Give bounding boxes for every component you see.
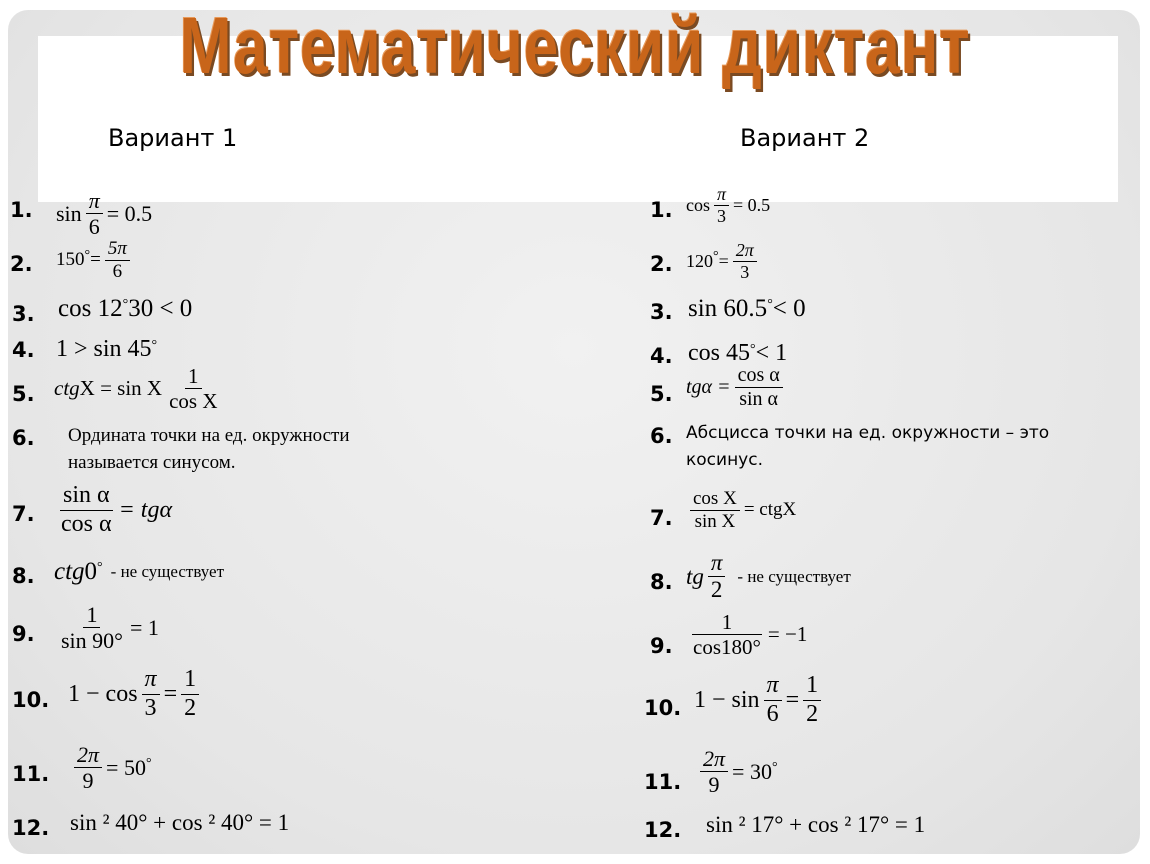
formula-text: 0: [84, 558, 98, 585]
item-number: 5.: [12, 382, 35, 406]
formula-text: sin 60.5: [688, 295, 768, 322]
fraction-denominator: sin α: [739, 388, 779, 410]
v1-item-9-formula: [54, 602, 159, 654]
fraction-denominator: 3: [717, 205, 727, 226]
item-number: 6.: [12, 426, 35, 450]
v2-item-12-formula: [706, 812, 925, 838]
v2-item-10-formula: [694, 672, 825, 728]
formula-text: tgα =: [686, 376, 731, 398]
degree-sign: °: [97, 560, 103, 575]
formula-text: X = sin X: [79, 376, 163, 401]
item-number: 2.: [10, 252, 33, 276]
fraction-denominator: cos α: [61, 510, 112, 537]
item-number: 3.: [12, 302, 35, 326]
formula-text: sin ² 40° + cos ² 40° = 1: [70, 810, 290, 835]
fraction-denominator: cos180°: [693, 635, 761, 660]
fraction-numerator: π: [708, 550, 726, 577]
formula-text: =: [90, 249, 101, 271]
formula-text: ctg: [54, 376, 80, 401]
page-title: Математический диктант: [179, 1, 971, 90]
degree-sign: °: [151, 337, 158, 353]
fraction-numerator: 5π: [105, 238, 130, 261]
statement-line: Абсцисса точки на ед. окружности – это: [686, 423, 1050, 443]
degree-sign: °: [767, 297, 773, 312]
degree-sign: °: [713, 249, 719, 265]
v2-item-4-formula: [688, 340, 787, 367]
fraction-denominator: 9: [708, 772, 720, 798]
item-number: 7.: [12, 502, 35, 526]
v1-item-11-formula: [70, 742, 152, 794]
formula-text: = −1: [767, 622, 808, 647]
v2-item-1-formula: [686, 184, 770, 226]
formula-text: =: [718, 250, 729, 271]
formula-text: = 1: [129, 614, 159, 640]
fraction-numerator: cos X: [690, 488, 740, 511]
item-number: 11.: [644, 770, 682, 794]
fraction-numerator: 2π: [733, 240, 757, 262]
v2-item-9-formula: [686, 610, 807, 659]
fraction-numerator: 1: [83, 602, 100, 628]
item-number: 10.: [12, 688, 50, 712]
v2-item-8-formula: [686, 550, 851, 604]
fraction-denominator: 2: [710, 577, 723, 603]
formula-text: 1 > sin 45: [56, 336, 152, 362]
item-number: 10.: [644, 696, 682, 720]
v1-item-12-formula: [70, 810, 289, 836]
item-number: 12.: [12, 816, 50, 840]
formula-text: 150: [56, 249, 85, 271]
item-number: 11.: [12, 762, 50, 786]
degree-sign: °: [771, 759, 778, 775]
fraction-numerator: 1: [185, 364, 202, 389]
fraction-denominator: 3: [144, 694, 157, 721]
formula-text: sin: [56, 200, 82, 226]
v1-item-1-formula: [56, 188, 152, 240]
statement-line: косинус.: [686, 450, 763, 470]
fraction-numerator: π: [142, 666, 160, 695]
v2-item-6-text: [686, 420, 1049, 474]
formula-text: = tgα: [118, 496, 173, 523]
item-number: 1.: [650, 198, 673, 222]
fraction-denominator: 9: [82, 768, 94, 794]
formula-text: = 50: [106, 754, 146, 780]
item-number: 1.: [10, 198, 33, 222]
v2-item-11-formula: [696, 746, 778, 798]
formula-text: 30 < 0: [128, 295, 193, 322]
fraction-numerator: sin α: [60, 482, 113, 511]
fraction-numerator: 2π: [74, 742, 102, 768]
v1-item-2-formula: [56, 238, 134, 283]
fraction-denominator: 2: [806, 700, 819, 727]
item-number: 4.: [12, 338, 35, 362]
formula-text: cos: [686, 194, 710, 215]
variant-1-label: Вариант 1: [108, 124, 238, 152]
fraction-denominator: sin 90°: [61, 628, 123, 654]
fraction-numerator: 1: [803, 672, 821, 701]
v1-item-7-formula: [54, 482, 172, 538]
formula-text: =: [163, 680, 178, 707]
fraction-numerator: cos α: [735, 364, 783, 388]
item-number: 3.: [650, 300, 673, 324]
formula-text: cos 12: [58, 295, 123, 322]
formula-text: tg: [686, 563, 704, 589]
degree-sign: °: [122, 297, 129, 312]
v2-item-3-formula: [688, 295, 806, 323]
fraction-denominator: 3: [740, 261, 750, 282]
v2-item-5-formula: [686, 364, 787, 411]
fraction-denominator: 2: [184, 694, 197, 721]
formula-text: < 1: [755, 340, 788, 366]
v1-item-5-formula: [54, 364, 225, 413]
formula-text: < 0: [772, 295, 806, 322]
formula-text: = 0.5: [733, 194, 771, 215]
variant-2-label: Вариант 2: [740, 124, 870, 152]
v2-item-2-formula: [686, 240, 761, 282]
formula-text: = 0.5: [106, 200, 153, 226]
fraction-denominator: 6: [766, 700, 779, 727]
item-number: 6.: [650, 424, 673, 448]
item-number: 4.: [650, 344, 673, 368]
formula-text: 120: [686, 250, 713, 271]
item-number: 8.: [12, 564, 35, 588]
formula-text: = ctgX: [743, 499, 797, 521]
v1-item-6-text: [68, 422, 350, 476]
fraction-denominator: cos X: [169, 389, 218, 414]
note-text: - не существует: [737, 566, 851, 586]
note-text: - не существует: [110, 562, 225, 581]
statement-line: Ордината точки на ед. окружности: [68, 425, 350, 446]
degree-sign: °: [84, 248, 91, 264]
formula-text: 1 − sin: [694, 686, 760, 713]
fraction-numerator: π: [86, 188, 103, 214]
formula-text: ctg: [54, 558, 85, 585]
item-number: 5.: [650, 382, 673, 406]
fraction-numerator: π: [764, 672, 782, 701]
fraction-numerator: 2π: [700, 746, 728, 772]
item-number: 2.: [650, 252, 673, 276]
degree-sign: °: [145, 755, 152, 771]
formula-text: =: [785, 686, 800, 713]
formula-text: = 30: [732, 758, 772, 784]
statement-line: называется синусом.: [68, 452, 236, 473]
formula-text: cos 45: [688, 340, 750, 366]
fraction-numerator: 1: [692, 610, 763, 635]
formula-text: 1 − cos: [68, 680, 138, 707]
fraction-denominator: 6: [88, 214, 100, 240]
item-number: 7.: [650, 506, 673, 530]
v1-item-8-formula: [54, 558, 224, 586]
item-number: 8.: [650, 570, 673, 594]
v1-item-3-formula: [58, 295, 192, 323]
v1-item-4-formula: [56, 336, 157, 363]
item-number: 12.: [644, 818, 682, 842]
formula-text: sin ² 17° + cos ² 17° = 1: [706, 812, 926, 837]
fraction-denominator: sin X: [694, 510, 736, 532]
fraction-denominator: 6: [112, 260, 123, 282]
fraction-numerator: 1: [181, 666, 199, 695]
fraction-numerator: π: [714, 184, 729, 206]
v1-item-10-formula: [68, 666, 203, 722]
v2-item-7-formula: [686, 488, 796, 533]
degree-sign: °: [750, 341, 756, 357]
item-number: 9.: [12, 622, 35, 646]
item-number: 9.: [650, 634, 673, 658]
